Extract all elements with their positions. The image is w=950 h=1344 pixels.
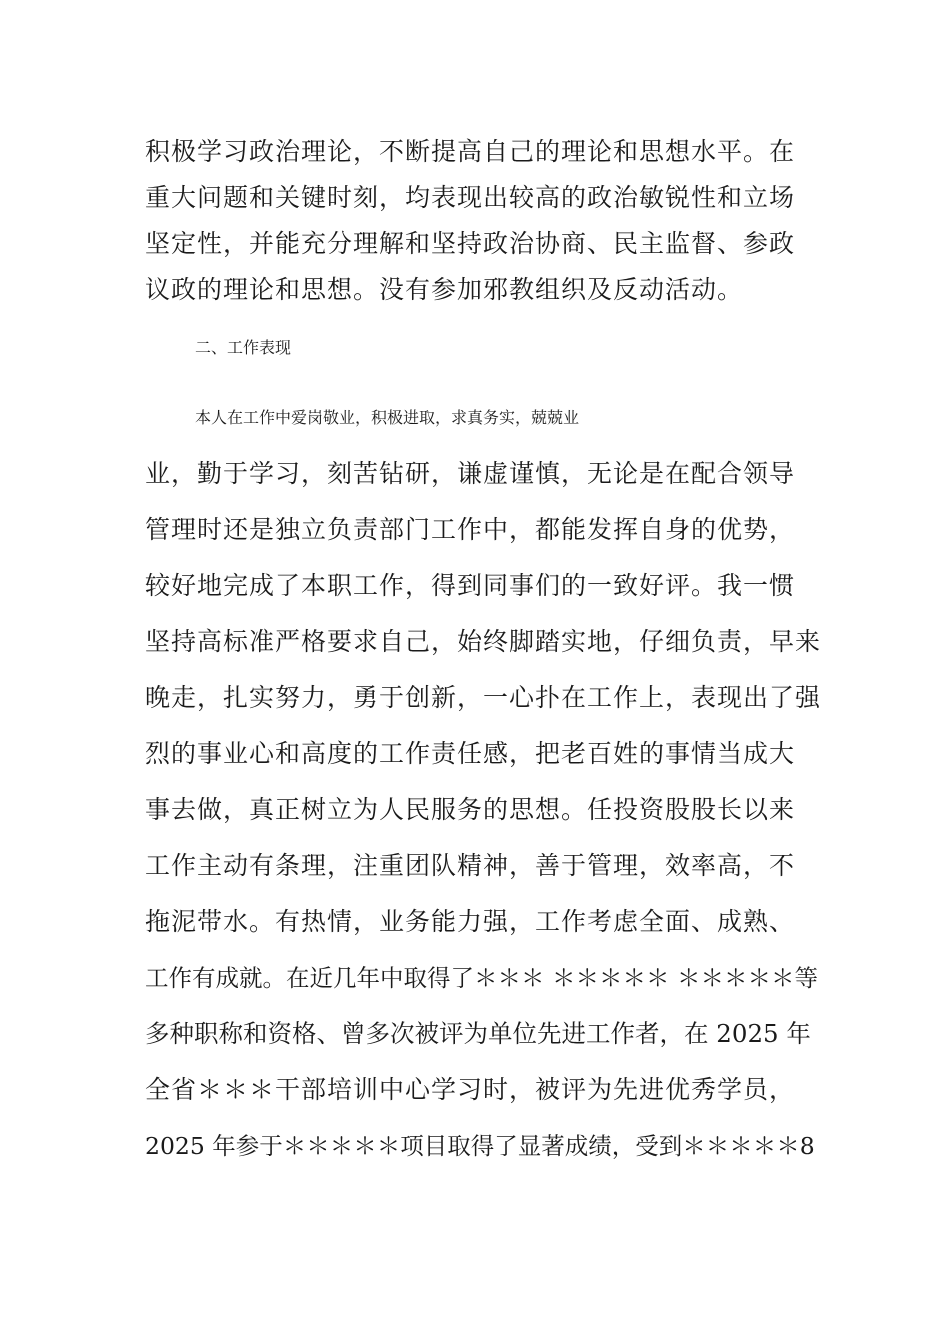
paragraph-line: 坚定性，并能充分理解和坚持政治协商、民主监督、参政 xyxy=(145,229,796,258)
paragraph-line: 拖泥带水。有热情，业务能力强，工作考虑全面、成熟、 xyxy=(145,907,796,936)
paragraph-line: 较好地完成了本职工作，得到同事们的一致好评。我一惯 xyxy=(145,571,796,600)
paragraph-line: 积极学习政治理论，不断提高自己的理论和思想水平。在 xyxy=(145,137,796,166)
paragraph-line: 全省＊＊＊干部培训中心学习时，被评为先进优秀学员， xyxy=(145,1075,796,1104)
paragraph-line: 工作主动有条理，注重团队精神，善于管理，效率高，不 xyxy=(145,851,796,880)
section-heading: 二、工作表现 xyxy=(195,338,292,357)
paragraph-line: 2025 年参于＊＊＊＊＊项目取得了显著成绩，受到＊＊＊＊＊8 xyxy=(145,1132,815,1160)
paragraph-line: 业，勤于学习，刻苦钻研，谦虚谨慎，无论是在配合领导 xyxy=(145,459,796,488)
paragraph-line: 工作有成就。在近几年中取得了＊＊＊ ＊＊＊＊＊ ＊＊＊＊＊等 xyxy=(145,964,818,992)
paragraph-line: 管理时还是独立负责部门工作中，都能发挥自身的优势， xyxy=(145,515,796,544)
paragraph-line: 烈的事业心和高度的工作责任感，把老百姓的事情当成大 xyxy=(145,739,796,768)
paragraph-line: 重大问题和关键时刻，均表现出较高的政治敏锐性和立场 xyxy=(145,183,796,212)
paragraph-line: 事去做，真正树立为人民服务的思想。任投资股股长以来 xyxy=(145,795,796,824)
paragraph-line: 坚持高标准严格要求自己，始终脚踏实地，仔细负责，早来 xyxy=(145,627,822,656)
paragraph-line: 本人在工作中爱岗敬业，积极进取，求真务实，兢兢业 xyxy=(195,408,580,427)
paragraph-line: 议政的理论和思想。没有参加邪教组织及反动活动。 xyxy=(145,275,744,304)
paragraph-line: 晚走，扎实努力，勇于创新，一心扑在工作上，表现出了强 xyxy=(145,683,822,712)
paragraph-line: 多种职称和资格、曾多次被评为单位先进工作者，在 2025 年 xyxy=(145,1019,811,1048)
